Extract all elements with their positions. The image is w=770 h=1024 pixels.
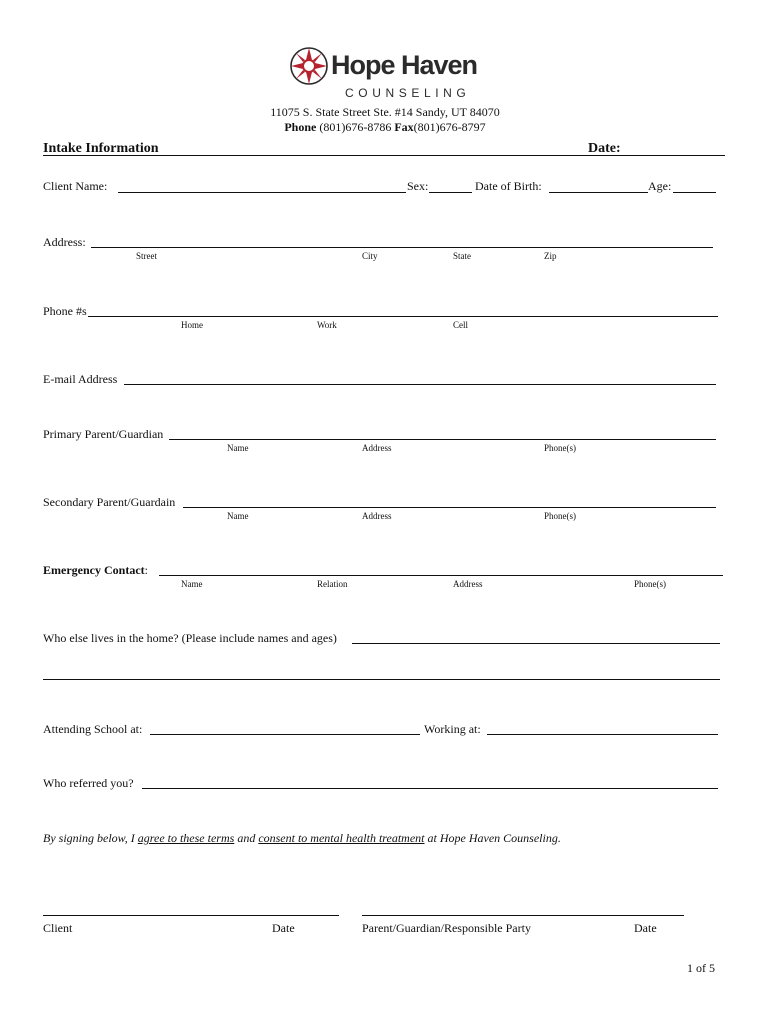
primary-sub-address: Address [362, 443, 392, 453]
primary-guardian-label: Primary Parent/Guardian [43, 427, 164, 441]
household-field-2[interactable] [43, 679, 720, 680]
compass-star-icon [289, 46, 329, 86]
address-label: Address: [43, 235, 86, 249]
client-name-label: Client Name: [43, 179, 108, 193]
address-sub-city: City [362, 251, 378, 261]
fax-label: Fax [394, 120, 414, 134]
secondary-sub-address: Address [362, 511, 392, 521]
signature-date-label-2: Date [634, 921, 657, 935]
clinic-contact [0, 120, 770, 135]
consent-text-1: By signing below, I [43, 831, 138, 845]
emergency-contact-field[interactable] [159, 575, 723, 576]
phone-label: Phone #s [43, 304, 87, 318]
secondary-guardian-label: Secondary Parent/Guardain [43, 495, 176, 509]
primary-sub-phones: Phone(s) [544, 443, 576, 453]
emergency-sub-address: Address [453, 579, 483, 589]
referral-label: Who referred you? [43, 776, 134, 790]
consent-text-3: and [234, 831, 259, 845]
emergency-sub-relation: Relation [317, 579, 348, 589]
logo [289, 46, 489, 102]
consent-treatment-link: consent to mental health treatment [258, 831, 425, 845]
emergency-colon: : [144, 563, 148, 577]
primary-guardian-field[interactable] [169, 439, 716, 440]
date-label: Date: [588, 141, 621, 156]
client-name-field[interactable] [118, 192, 406, 193]
client-signature-field[interactable] [43, 915, 339, 916]
school-field[interactable] [150, 734, 420, 735]
age-field[interactable] [673, 192, 716, 193]
address-sub-zip: Zip [544, 251, 557, 261]
consent-statement [43, 831, 561, 846]
working-label: Working at: [424, 722, 481, 736]
emergency-bold: Emergency Contact [43, 563, 145, 577]
sex-field[interactable] [429, 192, 472, 193]
school-label: Attending School at: [43, 722, 143, 736]
logo-subtitle: COUNSELING [345, 86, 471, 100]
email-label: E-mail Address [43, 372, 118, 386]
signature-date-label: Date [272, 921, 295, 935]
address-sub-state: State [453, 251, 471, 261]
signature-client-label: Client [43, 921, 73, 935]
title-rule [43, 155, 725, 156]
address-field[interactable] [91, 247, 713, 248]
phone-sub-home: Home [181, 320, 203, 330]
household-label: Who else lives in the home? (Please include names and ages) [43, 631, 337, 645]
clinic-address: 11075 S. State Street Ste. #14 Sandy, UT 84070 [270, 105, 500, 119]
phone-label: Phone [284, 120, 317, 134]
emergency-contact-label [43, 563, 148, 578]
secondary-guardian-field[interactable] [183, 507, 716, 508]
fax-value: (801)676-8797 [413, 120, 486, 134]
phone-value: (801)676-8786 [316, 120, 395, 134]
page-number: 1 of 5 [687, 961, 715, 975]
consent-text-5: at Hope Haven Counseling. [424, 831, 561, 845]
age-label: Age: [648, 179, 672, 193]
address-sub-street: Street [136, 251, 157, 261]
phone-sub-work: Work [317, 320, 337, 330]
referral-field[interactable] [142, 788, 718, 789]
dob-label: Date of Birth: [475, 179, 542, 193]
logo-name: Hope Haven [331, 50, 478, 80]
emergency-sub-name: Name [181, 579, 203, 589]
form-title: Intake Information [43, 141, 159, 156]
phone-field[interactable] [88, 316, 718, 317]
email-field[interactable] [124, 384, 716, 385]
working-field[interactable] [487, 734, 718, 735]
parent-signature-field[interactable] [362, 915, 684, 916]
dob-field[interactable] [549, 192, 648, 193]
secondary-sub-name: Name [227, 511, 249, 521]
household-field[interactable] [352, 643, 720, 644]
consent-terms-link: agree to these terms [137, 831, 235, 845]
primary-sub-name: Name [227, 443, 249, 453]
signature-parent-label: Parent/Guardian/Responsible Party [362, 921, 531, 935]
emergency-sub-phones: Phone(s) [634, 579, 666, 589]
secondary-sub-phones: Phone(s) [544, 511, 576, 521]
phone-sub-cell: Cell [453, 320, 468, 330]
sex-label: Sex: [407, 179, 429, 193]
